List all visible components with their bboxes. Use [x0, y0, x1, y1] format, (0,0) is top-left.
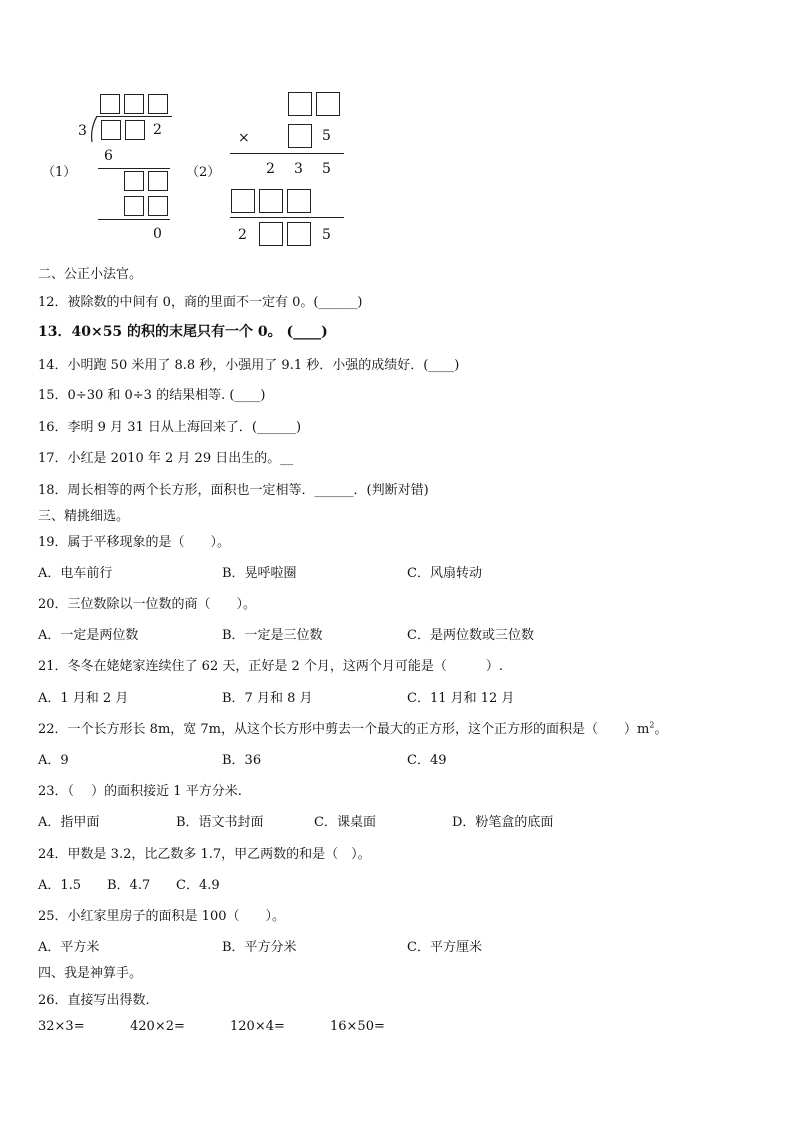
question-22: [38, 718, 667, 737]
q24-option-b[interactable]: B．4.7: [107, 878, 151, 893]
question-24: 24．甲数是 3.2，比乙数多 1.7，甲乙两数的和是（ ）。: [38, 847, 371, 862]
q19-option-c[interactable]: C．风扇转动: [407, 566, 482, 581]
q21-option-b[interactable]: B．7 月和 8 月: [222, 691, 313, 706]
q23-option-c[interactable]: C．课桌面: [314, 815, 376, 830]
multiplicand-box-1[interactable]: [288, 92, 312, 116]
question-20: 20．三位数除以一位数的商（ ）。: [38, 597, 257, 612]
question-16: 16．李明 9 月 31 日从上海回来了．(______): [38, 420, 302, 435]
section4-title: 四、我是神算手。: [38, 966, 143, 981]
question-18: 18．周长相等的两个长方形，面积也一定相等．______．(判断对错): [38, 483, 429, 498]
division-line-1: [98, 168, 170, 169]
section3-title: 三、精挑细选。: [38, 509, 130, 524]
multiplicand-box-2[interactable]: [316, 92, 340, 116]
divisor: 3: [78, 123, 87, 139]
q23-option-b[interactable]: B．语文书封面: [176, 815, 264, 830]
division-bracket: [88, 115, 100, 143]
question-26: 26．直接写出得数.: [38, 993, 150, 1008]
q21-option-a[interactable]: A．1 月和 2 月: [38, 691, 129, 706]
result-last-digit: 5: [322, 227, 331, 243]
puzzle2-label: （2）: [186, 165, 221, 180]
q22-stem: 22．一个长方形长 8m，宽 7m，从这个长方形中剪去一个最大的正方形，这个正方形的面积是（ ）m: [38, 722, 650, 737]
partial-digit-1: 2: [266, 161, 275, 177]
step-box-4[interactable]: [148, 196, 168, 216]
question-12: 12．被除数的中间有 0，商的里面不一定有 0。(______): [38, 295, 363, 310]
calc-1[interactable]: 32×3=: [38, 1019, 85, 1034]
remainder: 0: [153, 226, 162, 242]
question-17: 17．小红是 2010 年 2 月 29 日出生的。__: [38, 451, 294, 466]
quotient-box-1[interactable]: [100, 94, 120, 114]
result-first-digit: 2: [238, 227, 247, 243]
times-sign: ×: [238, 130, 250, 146]
partial-digit-2: 3: [294, 161, 303, 177]
partial-digit-3: 5: [322, 161, 331, 177]
q20-option-c[interactable]: C．是两位数或三位数: [407, 628, 534, 643]
mult-line-2: [230, 217, 344, 218]
result-box-2[interactable]: [287, 222, 311, 246]
q23-option-d[interactable]: D．粉笔盒的底面: [452, 815, 554, 830]
dividend-box-2[interactable]: [125, 120, 145, 140]
q24-option-a[interactable]: A．1.5: [38, 878, 82, 893]
quotient-box-2[interactable]: [124, 94, 144, 114]
q19-option-b[interactable]: B．晃呼啦圈: [222, 566, 297, 581]
q20-option-b[interactable]: B．一定是三位数: [222, 628, 323, 643]
q22-option-c[interactable]: C．49: [407, 753, 447, 768]
q25-option-a[interactable]: A．平方米: [38, 940, 100, 955]
partial-product: 6: [104, 148, 113, 164]
step-box-1[interactable]: [124, 171, 144, 191]
q22-end: 。: [654, 722, 668, 737]
quotient-box-3[interactable]: [148, 94, 168, 114]
question-13: 13．40×55 的积的末尾只有一个 0。 (____): [38, 324, 328, 340]
q24-option-c[interactable]: C．4.9: [176, 878, 220, 893]
q22-option-a[interactable]: A．9: [38, 753, 69, 768]
question-23: 23．（ ）的面积接近 1 平方分米.: [38, 784, 242, 799]
multiplier-digit: 5: [322, 128, 331, 144]
q21-option-c[interactable]: C．11 月和 12 月: [407, 691, 515, 706]
step-box-3[interactable]: [124, 196, 144, 216]
q25-option-b[interactable]: B．平方分米: [222, 940, 297, 955]
division-line-2: [98, 219, 170, 220]
calc-2[interactable]: 420×2=: [130, 1019, 185, 1034]
question-19: 19．属于平移现象的是（ ）。: [38, 535, 231, 550]
q20-option-a[interactable]: A．一定是两位数: [38, 628, 139, 643]
mult-line-1: [230, 153, 344, 154]
question-25: 25．小红家里房子的面积是 100（ ）。: [38, 909, 285, 924]
section2-title: 二、公正小法官。: [38, 267, 143, 282]
q19-option-a[interactable]: A．电车前行: [38, 566, 113, 581]
question-14: 14．小明跑 50 米用了 8.8 秒，小强用了 9.1 秒．小强的成绩好．(____): [38, 358, 460, 373]
q23-option-a[interactable]: A．指甲面: [38, 815, 100, 830]
second-row-box-1[interactable]: [231, 189, 255, 213]
dividend-digit: 2: [153, 122, 162, 138]
q25-option-c[interactable]: C．平方厘米: [407, 940, 482, 955]
q22-superscript: 2: [649, 720, 655, 730]
result-box-1[interactable]: [259, 222, 283, 246]
second-row-box-2[interactable]: [259, 189, 283, 213]
puzzle1-label: （1）: [42, 165, 77, 180]
multiplier-box[interactable]: [288, 124, 312, 148]
calc-3[interactable]: 120×4=: [230, 1019, 285, 1034]
question-15: 15．0÷30 和 0÷3 的结果相等. (____): [38, 388, 266, 403]
step-box-2[interactable]: [148, 171, 168, 191]
second-row-box-3[interactable]: [287, 189, 311, 213]
division-bar: [96, 116, 172, 117]
dividend-box-1[interactable]: [101, 120, 121, 140]
q22-option-b[interactable]: B．36: [222, 753, 262, 768]
question-21: 21．冬冬在姥姥家连续住了 62 天，正好是 2 个月，这两个月可能是（ ）.: [38, 659, 504, 674]
calc-4[interactable]: 16×50=: [330, 1019, 385, 1034]
